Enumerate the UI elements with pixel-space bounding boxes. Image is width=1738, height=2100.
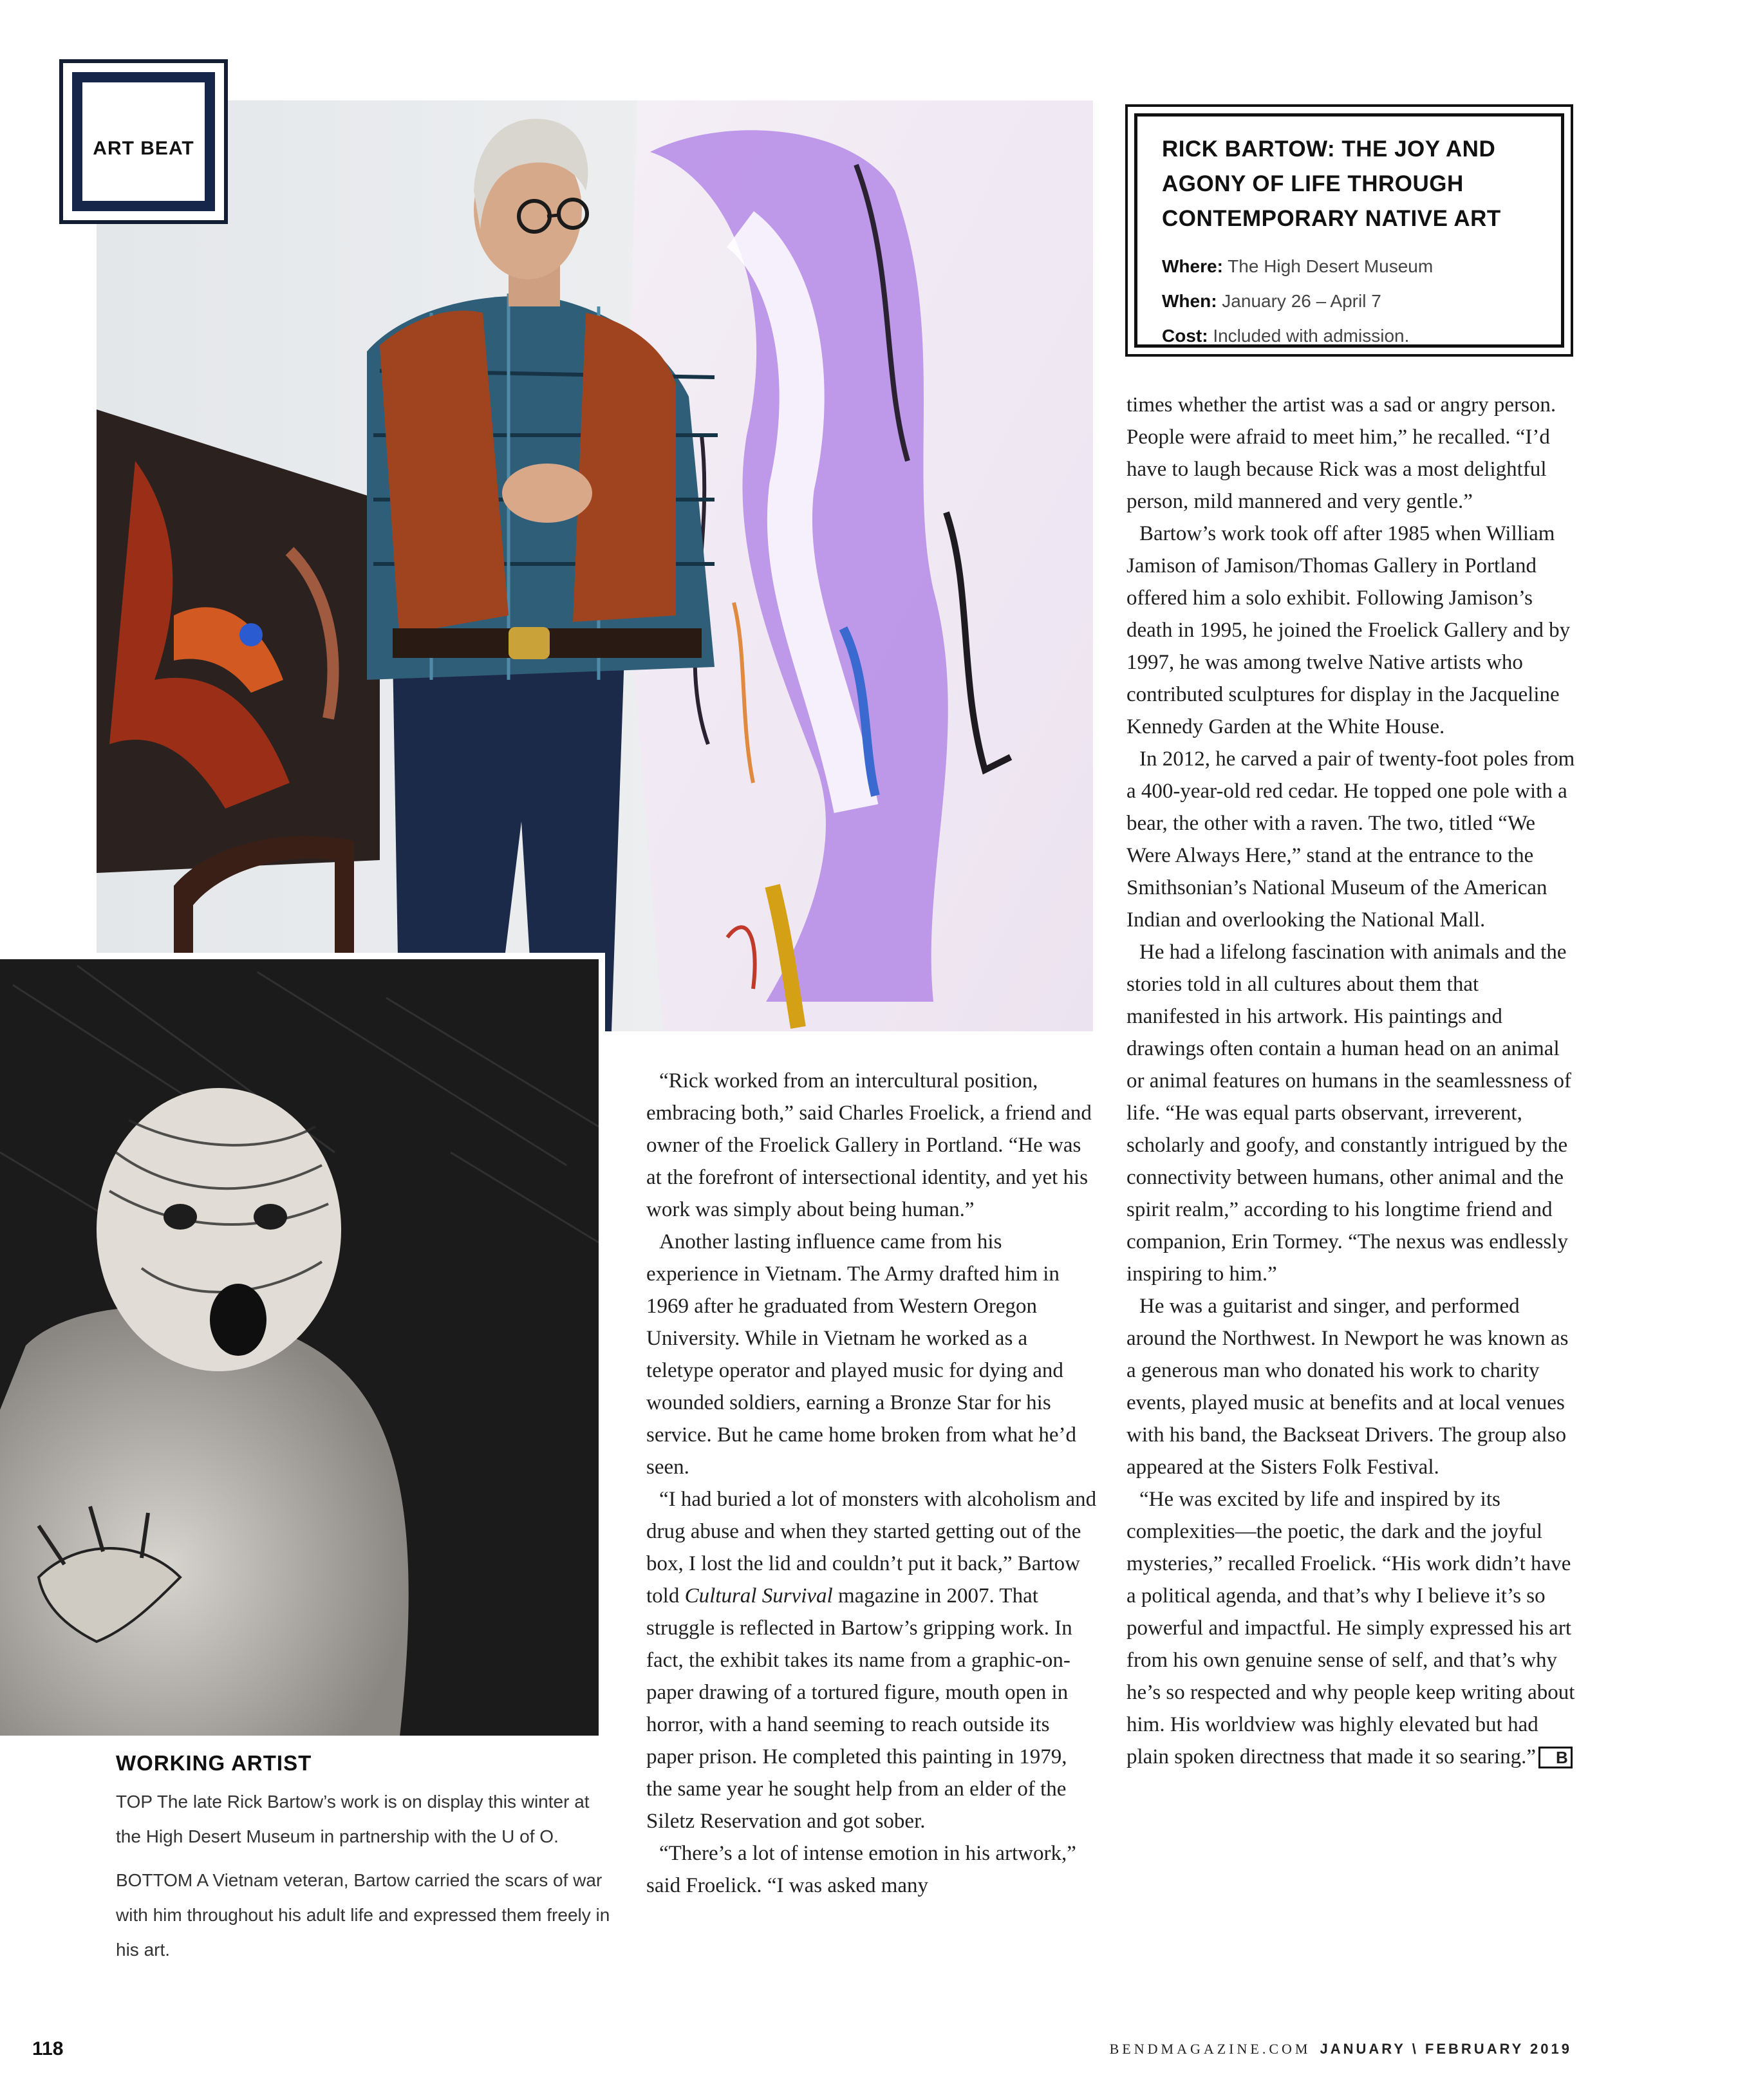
event-info-box-frame	[1134, 113, 1564, 348]
caption-bottom: BOTTOM A Vietnam veteran, Bartow carried the scars of war with him throughout his adult life and expressed them freely in his art.	[116, 1870, 610, 1960]
event-when-label: When:	[1162, 291, 1217, 311]
event-cost-label: Cost:	[1162, 326, 1208, 346]
event-details	[1162, 249, 1537, 353]
article-column-middle	[646, 1065, 1097, 1902]
paragraph: He was a guitarist and singer, and performed around the Northwest. In Newport he was known as a generous man who donated his work to charity events, played music at benefits and at local venues with his band, the Backseat Drivers. The group also appeared at the Sisters Folk Festival.	[1126, 1295, 1569, 1479]
caption-heading: WORKING ARTIST	[116, 1751, 312, 1775]
event-cost-value: Included with admission.	[1208, 326, 1410, 346]
section-tag-label: ART BEAT	[93, 138, 194, 159]
event-when	[1162, 284, 1537, 319]
event-info-box	[1125, 104, 1573, 357]
end-mark-icon: B	[1538, 1747, 1573, 1768]
event-where-label: Where:	[1162, 256, 1223, 276]
footer-site: BENDMAGAZINE.COM	[1109, 2041, 1311, 2057]
paragraph	[1126, 1483, 1577, 1773]
article-column-right	[1126, 389, 1577, 1773]
photo-caption	[116, 1751, 612, 1976]
magazine-title: Cultural Survival	[684, 1584, 833, 1608]
paragraph-text: “I had buried a lot of monsters with alcoholism and drug abuse and when they started getting out of the box, I lost the lid and couldn’t put it back,” Bartow told	[646, 1488, 1097, 1608]
event-where-value: The High Desert Museum	[1222, 256, 1434, 276]
event-title: RICK BARTOW: THE JOY AND AGONY OF LIFE THROUGH CONTEMPORARY NATIVE ART	[1162, 136, 1501, 231]
paragraph	[646, 1483, 1097, 1837]
event-when-value: January 26 – April 7	[1217, 291, 1381, 311]
paragraph: times whether the artist was a sad or angry person. People were afraid to meet him,” he recalled. “I’d have to laugh because Rick was a most delightful person, mild mannered and very gentle.”	[1126, 393, 1556, 513]
paragraph: He had a lifelong fascination with animals and the stories told in all cultures about them that manifested in his artwork. His paintings and drawings often contain a human head on an animal or animal features on humans in the seamlessness of life. “He was equal parts observant, irreverent, scholarly and goofy, and constantly intrigued by the connectivity between humans, other animal and the spirit realm,” according to his longtime friend and companion, Erin Tormey. “The nexus was endlessly inspiring to him.”	[1126, 941, 1571, 1286]
event-where	[1162, 249, 1537, 284]
paragraph: Bartow’s work took off after 1985 when William Jamison of Jamison/Thomas Gallery in Portland offered him a solo exhibit. Following Jamison’s death in 1995, he joined the Froelick Gallery and by 1997, he was among twelve Native artists who contributed sculptures for display in the Jacqueline Kennedy Garden at the White House.	[1126, 522, 1571, 738]
paragraph: “Rick worked from an intercultural position, embracing both,” said Charles Froelick, a friend and owner of the Froelick Gallery in Portland. “He was at the forefront of intersectional identity, and yet his work was simply about being human.”	[646, 1069, 1092, 1221]
event-cost	[1162, 319, 1537, 353]
section-tag	[59, 59, 228, 224]
footer-folio	[1110, 2041, 1572, 2058]
bottom-photo-drawing	[0, 953, 605, 1736]
top-photo-artist-in-gallery	[97, 100, 1093, 1031]
page-number: 118	[32, 2038, 64, 2059]
paragraph: In 2012, he carved a pair of twenty-foot poles from a 400-year-old red cedar. He topped one pole with a bear, the other with a raven. The two, titled “We Were Always Here,” stand at the entrance to the Smithsonian’s National Museum of the American Indian and overlooking the National Mall.	[1126, 747, 1575, 932]
footer-issue: JANUARY \ FEBRUARY 2019	[1320, 2041, 1572, 2057]
section-tag-frame	[72, 72, 215, 211]
paragraph-text: “He was excited by life and inspired by its complexities—the poetic, the dark and the joyful mysteries,” recalled Froelick. “His work didn’t have a political agenda, and that’s why I believe it’s so powerful and impactful. He simply expressed his art from his own genuine sense of self, and that’s why he’s so respected and why people keep writing about him. His worldview was highly elevated but had plain spoken directness that made it so searing.”	[1126, 1488, 1575, 1768]
paragraph-text: magazine in 2007. That struggle is reflected in Bartow’s gripping work. In fact, the exhibit takes its name from a graphic-on-paper drawing of a tortured figure, mouth open in horror, with a hand seeming to reach outside its paper prison. He completed this painting in 1979, the same year he sought help from an elder of the Siletz Reservation and got sober.	[646, 1584, 1072, 1833]
caption-top: TOP The late Rick Bartow’s work is on display this winter at the High Desert Museum in partnership with the U of O.	[116, 1792, 590, 1846]
paragraph: Another lasting influence came from his experience in Vietnam. The Army drafted him in 1969 after he graduated from Western Oregon University. While in Vietnam he worked as a teletype operator and played music for dying and wounded soldiers, earning a Bronze Star for his service. But he came home broken from what he’d seen.	[646, 1230, 1077, 1479]
paragraph: “There’s a lot of intense emotion in his artwork,” said Froelick. “I was asked many	[646, 1842, 1076, 1897]
